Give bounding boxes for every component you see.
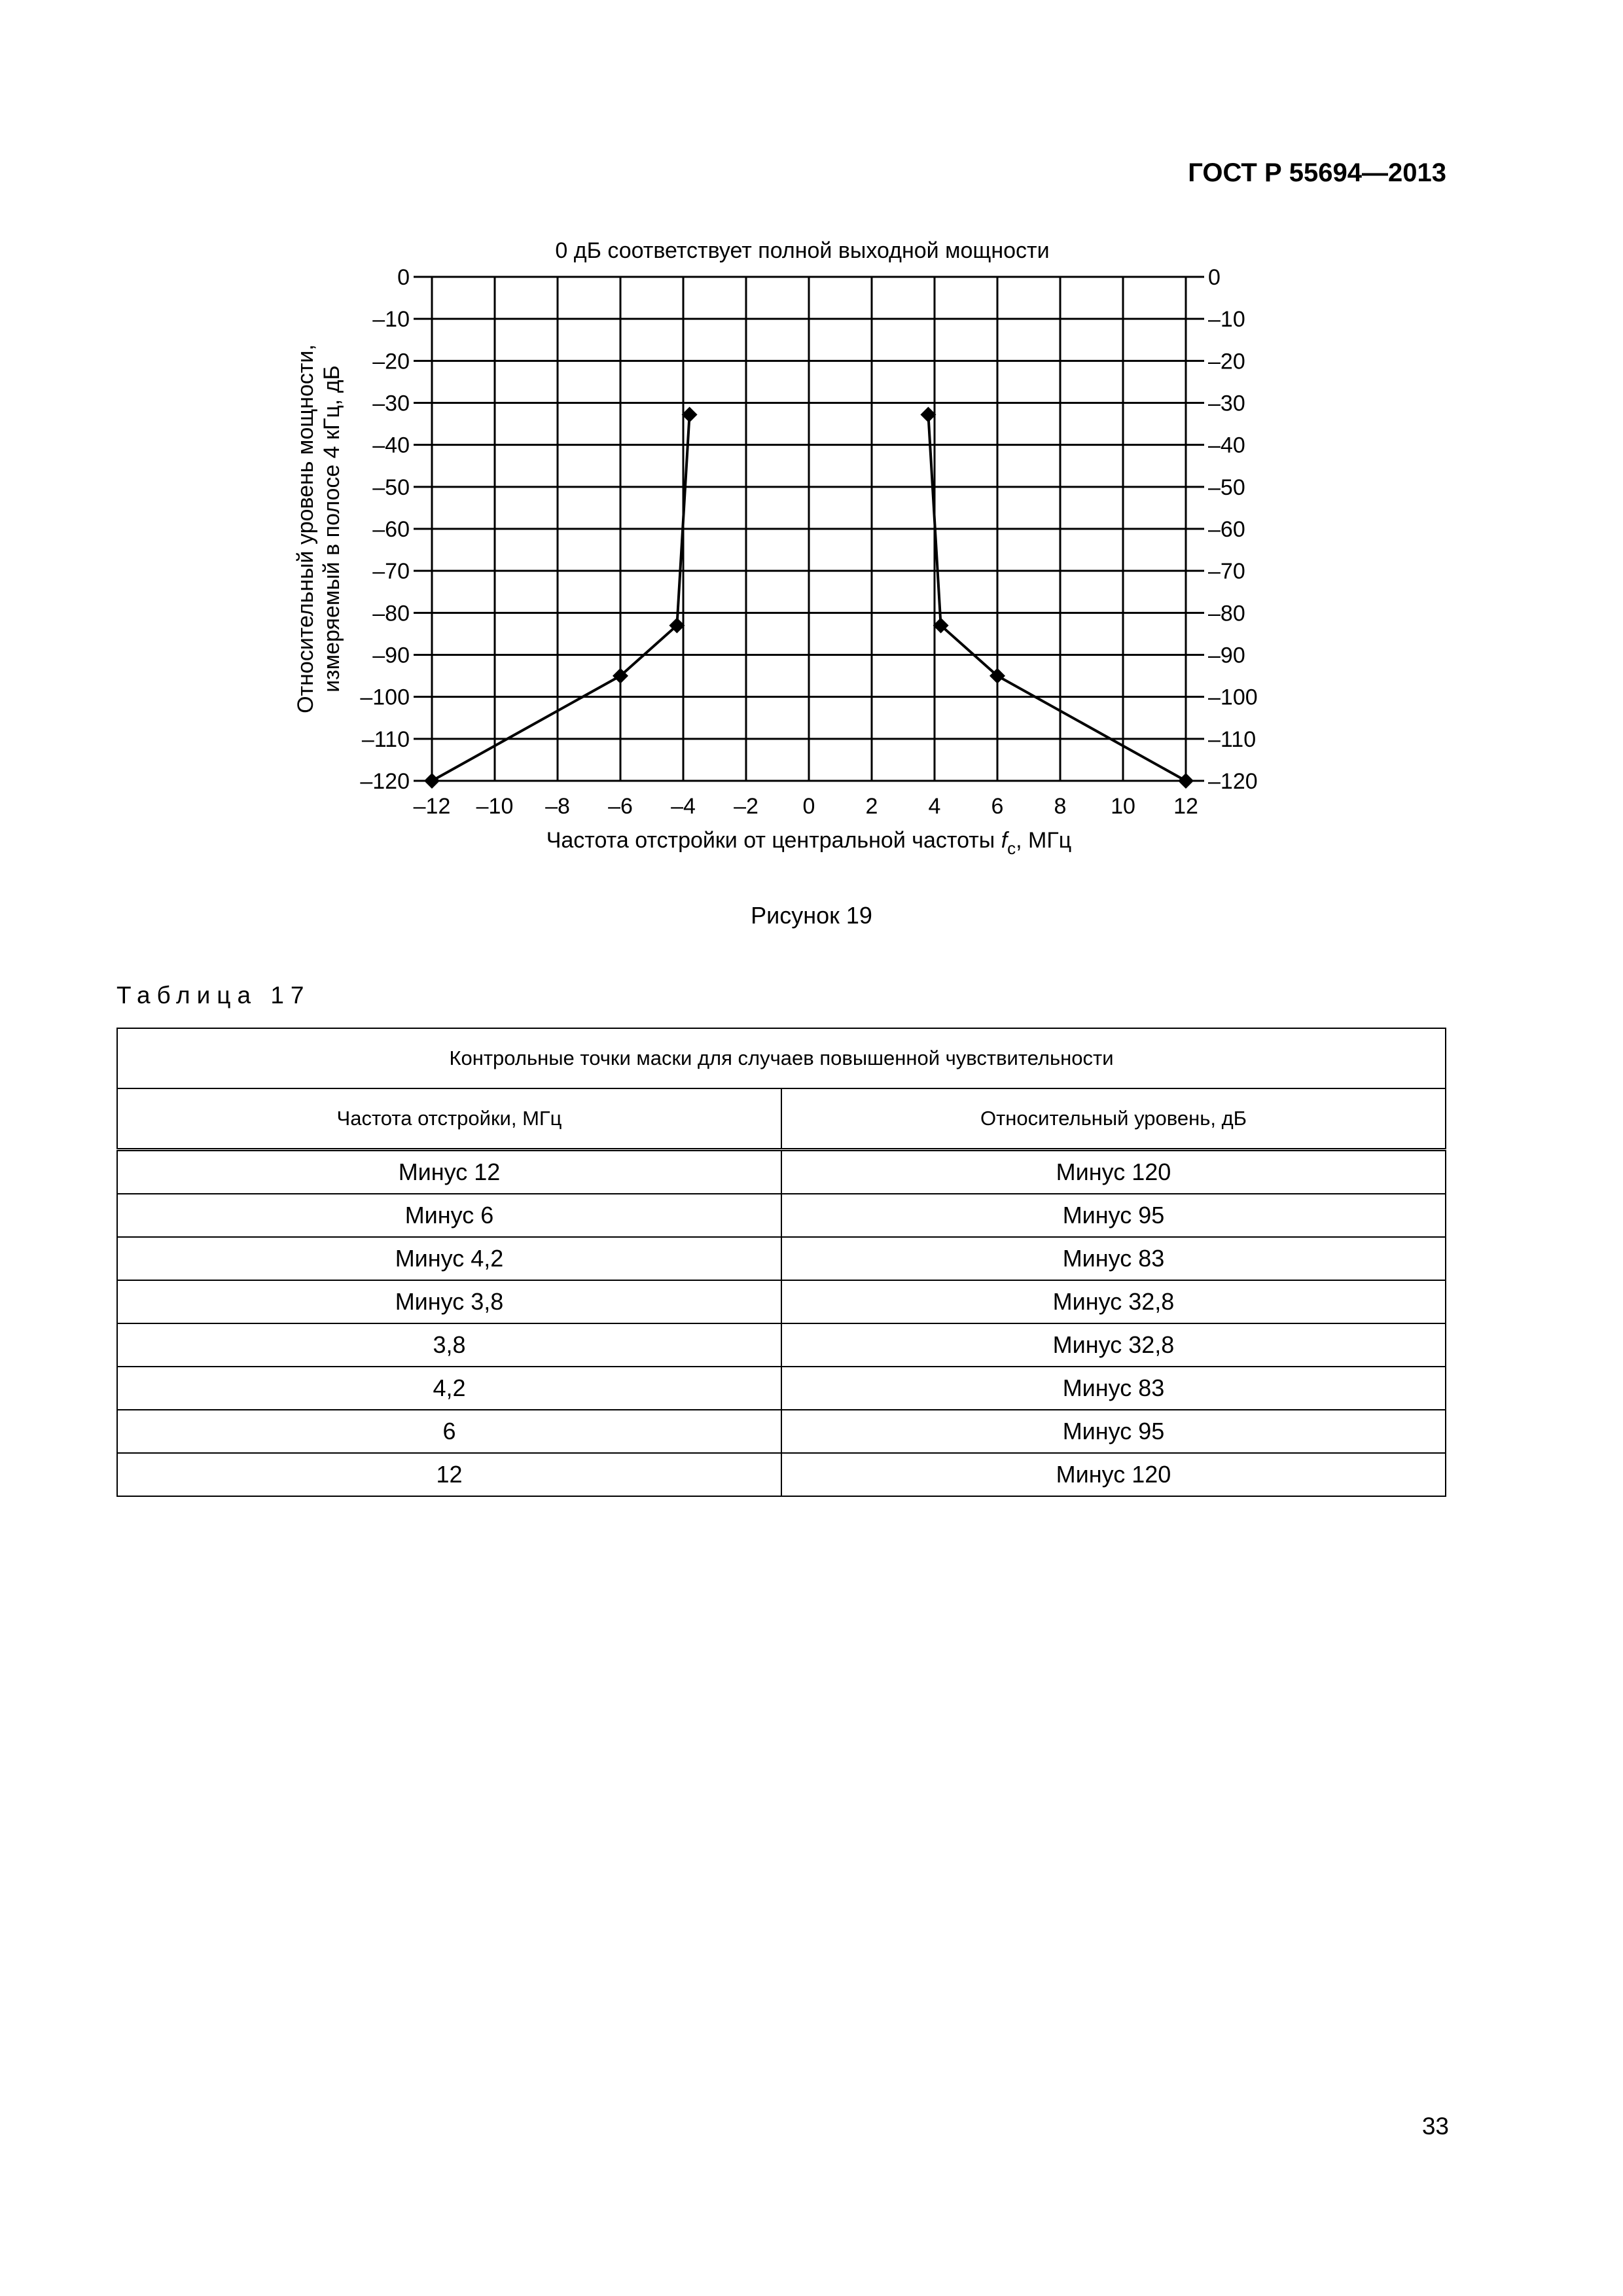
table-row <box>117 1323 1446 1367</box>
cell-frequency: Минус 4,2 <box>117 1237 781 1280</box>
cell-frequency: Минус 3,8 <box>117 1280 781 1323</box>
y-tick-label-right: –10 <box>1208 307 1245 332</box>
y-tick-label-right: –110 <box>1208 726 1257 752</box>
cell-level: Минус 32,8 <box>781 1323 1446 1367</box>
y-tick-label-left: –50 <box>372 475 410 500</box>
y-tick-label-left: –10 <box>372 307 410 332</box>
x-tick-label: –4 <box>671 794 696 819</box>
table-label: Таблица 17 <box>116 982 311 1009</box>
table-row <box>117 1150 1446 1194</box>
cell-frequency: 3,8 <box>117 1323 781 1367</box>
y-tick-label-left: –60 <box>372 517 410 542</box>
y-tick-label-left: –80 <box>372 601 410 626</box>
y-tick-label-right: 0 <box>1208 265 1221 290</box>
cell-level: Минус 83 <box>781 1237 1446 1280</box>
cell-frequency: 4,2 <box>117 1367 781 1410</box>
y-axis-label: Относительный уровень мощности,измеряемый в полосе 4 кГц, дБ <box>293 344 344 713</box>
document-header: ГОСТ Р 55694—2013 <box>1188 158 1446 187</box>
x-axis-label: Частота отстройки от центральной частоты $f_с$, МГц <box>546 828 1072 858</box>
page-number: 33 <box>1421 2113 1449 2140</box>
x-tick-label: –12 <box>413 794 451 819</box>
cell-frequency: 6 <box>117 1410 781 1453</box>
x-tick-label: 6 <box>991 794 1004 819</box>
cell-frequency: Минус 12 <box>117 1150 781 1194</box>
series-line-1 <box>432 414 690 781</box>
cell-level: Минус 95 <box>781 1194 1446 1237</box>
y-tick-label-left: –90 <box>372 643 410 668</box>
spectrum-mask-chart <box>0 0 1623 877</box>
table-title: Контрольные точки маски для случаев повышенной чувствительности <box>117 1028 1446 1088</box>
y-tick-label-left: –110 <box>361 726 410 752</box>
cell-frequency: Минус 6 <box>117 1194 781 1237</box>
y-tick-label-right: –20 <box>1208 349 1245 374</box>
table-row <box>117 1280 1446 1323</box>
data-point-marker <box>424 773 440 789</box>
y-tick-label-right: –90 <box>1208 643 1245 668</box>
cell-frequency: 12 <box>117 1453 781 1496</box>
y-tick-label-left: –120 <box>360 769 410 794</box>
data-point-marker <box>1178 773 1194 789</box>
cell-level: Минус 120 <box>781 1150 1446 1194</box>
y-tick-label-right: –30 <box>1208 391 1245 416</box>
table-row <box>117 1453 1446 1496</box>
y-tick-label-left: –30 <box>372 391 410 416</box>
x-tick-label: 12 <box>1173 794 1198 819</box>
mask-points-table <box>116 1028 1446 1497</box>
y-tick-label-left: 0 <box>397 265 410 290</box>
x-tick-label: –2 <box>734 794 758 819</box>
y-tick-label-left: –70 <box>372 559 410 584</box>
x-tick-label: 8 <box>1054 794 1067 819</box>
series-line-2 <box>928 414 1186 781</box>
x-tick-label: 10 <box>1111 794 1135 819</box>
y-tick-label-left: –40 <box>372 433 410 458</box>
table-row <box>117 1410 1446 1453</box>
y-tick-label-right: –50 <box>1208 475 1245 500</box>
column-header-frequency: Частота отстройки, МГц <box>117 1088 781 1150</box>
y-tick-label-right: –70 <box>1208 559 1245 584</box>
column-header-level: Относительный уровень, дБ <box>781 1088 1446 1150</box>
chart-title: 0 дБ соответствует полной выходной мощности <box>555 238 1050 263</box>
y-tick-label-right: –60 <box>1208 517 1245 542</box>
y-tick-label-right: –120 <box>1208 769 1258 794</box>
y-tick-label-right: –100 <box>1208 685 1258 710</box>
y-tick-label-right: –80 <box>1208 601 1245 626</box>
table-row <box>117 1237 1446 1280</box>
y-tick-label-left: –20 <box>372 349 410 374</box>
y-tick-label-right: –40 <box>1208 433 1245 458</box>
y-tick-label-left: –100 <box>360 685 410 710</box>
cell-level: Минус 120 <box>781 1453 1446 1496</box>
x-tick-label: 0 <box>802 794 815 819</box>
figure-caption: Рисунок 19 <box>751 902 872 929</box>
x-tick-label: –10 <box>476 794 514 819</box>
x-tick-label: –8 <box>545 794 570 819</box>
x-tick-label: 2 <box>865 794 878 819</box>
table-row <box>117 1367 1446 1410</box>
x-tick-label: –6 <box>608 794 633 819</box>
cell-level: Минус 32,8 <box>781 1280 1446 1323</box>
cell-level: Минус 95 <box>781 1410 1446 1453</box>
table-row <box>117 1194 1446 1237</box>
x-tick-label: 4 <box>928 794 941 819</box>
cell-level: Минус 83 <box>781 1367 1446 1410</box>
